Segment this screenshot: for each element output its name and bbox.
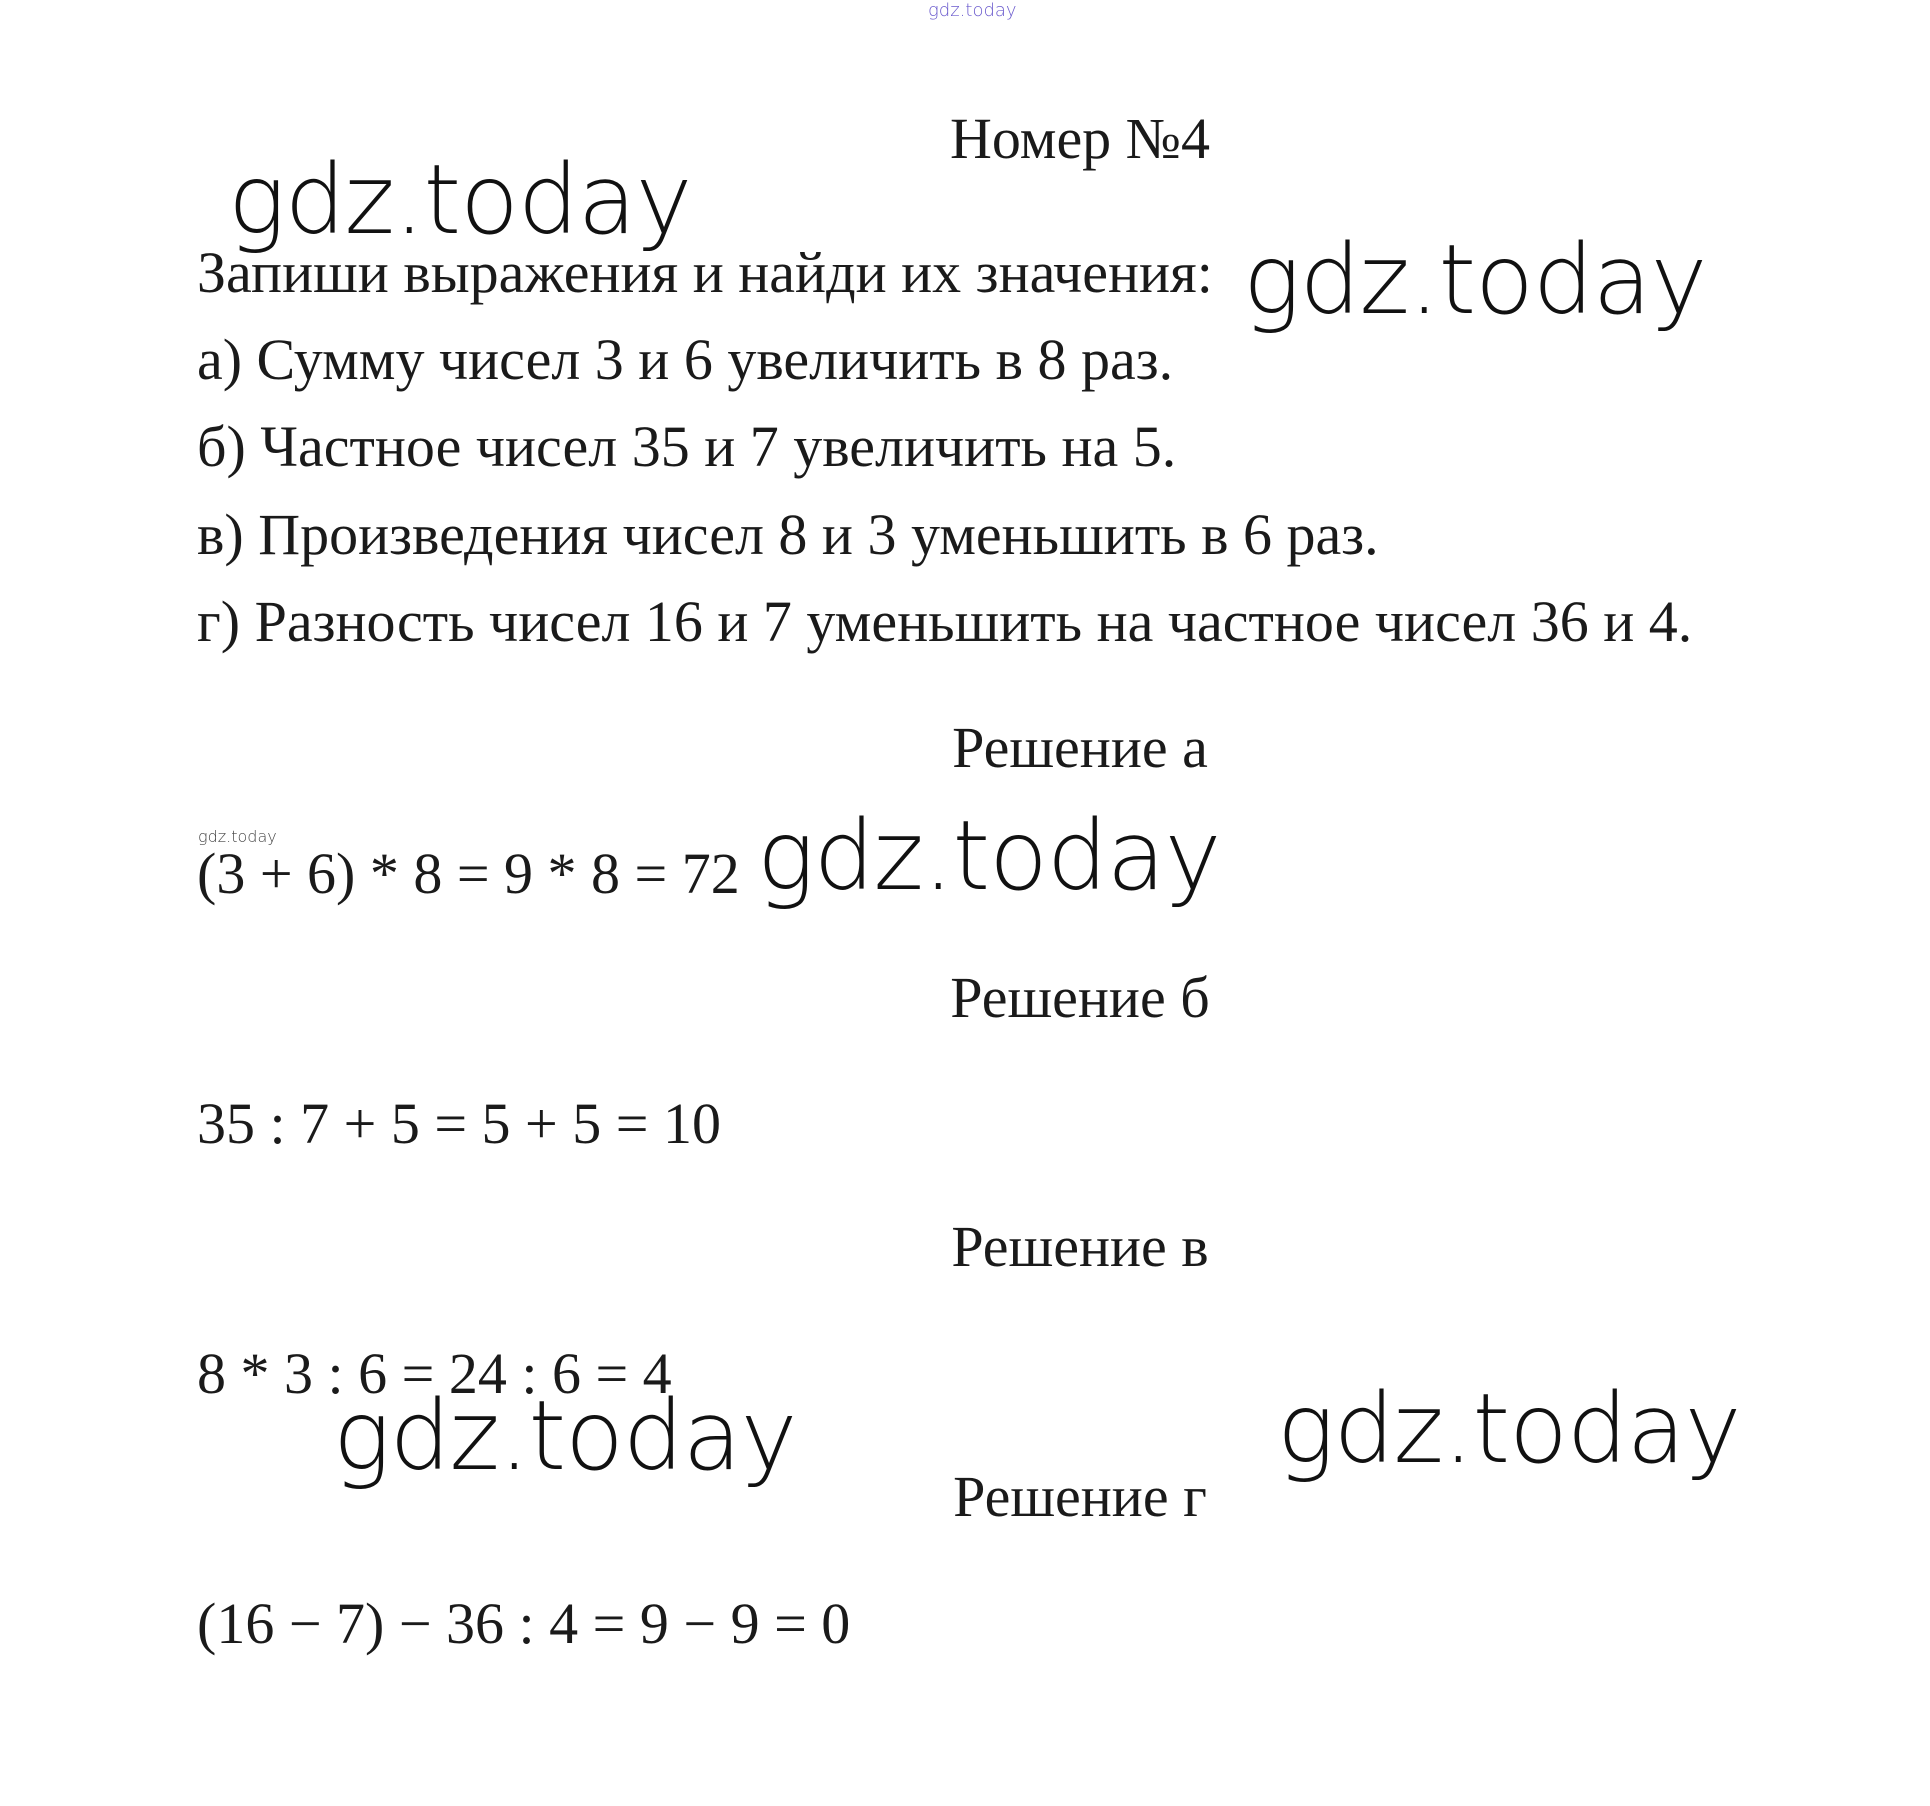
task-item-v: в) Произведения чисел 8 и 3 уменьшить в 6 раз. bbox=[197, 502, 1379, 567]
watermark-small: gdz.today bbox=[198, 827, 277, 846]
watermark: gdz.today bbox=[1277, 1373, 1741, 1485]
watermark: gdz.today bbox=[1243, 224, 1707, 336]
task-intro: Запиши выражения и найди их значения: bbox=[197, 240, 1213, 305]
task-item-b: б) Частное чисел 35 и 7 увеличить на 5. bbox=[197, 414, 1177, 479]
solution-heading-b: Решение б bbox=[950, 965, 1210, 1030]
page-title: Номер №4 bbox=[949, 106, 1211, 171]
task-item-g: г) Разность чисел 16 и 7 уменьшить на частное чисел 36 и 4. bbox=[197, 589, 1693, 654]
solution-heading-v: Решение в bbox=[951, 1214, 1209, 1279]
solution-heading-a: Решение а bbox=[952, 715, 1208, 780]
watermark: gdz.today bbox=[757, 800, 1221, 912]
watermark: gdz.today bbox=[333, 1380, 797, 1492]
watermark-top: gdz.today bbox=[928, 0, 1017, 21]
task-item-a: а) Сумму чисел 3 и 6 увеличить в 8 раз. bbox=[197, 327, 1174, 392]
solution-expression-v: 8 * 3 : 6 = 24 : 6 = 4 bbox=[197, 1341, 672, 1406]
watermark: gdz.today bbox=[228, 144, 692, 256]
solution-expression-g: (16 − 7) − 36 : 4 = 9 − 9 = 0 bbox=[197, 1591, 851, 1656]
solution-expression-a: (3 + 6) * 8 = 9 * 8 = 72 bbox=[197, 841, 740, 906]
solution-heading-g: Решение г bbox=[953, 1464, 1207, 1529]
solution-expression-b: 35 : 7 + 5 = 5 + 5 = 10 bbox=[197, 1091, 721, 1156]
